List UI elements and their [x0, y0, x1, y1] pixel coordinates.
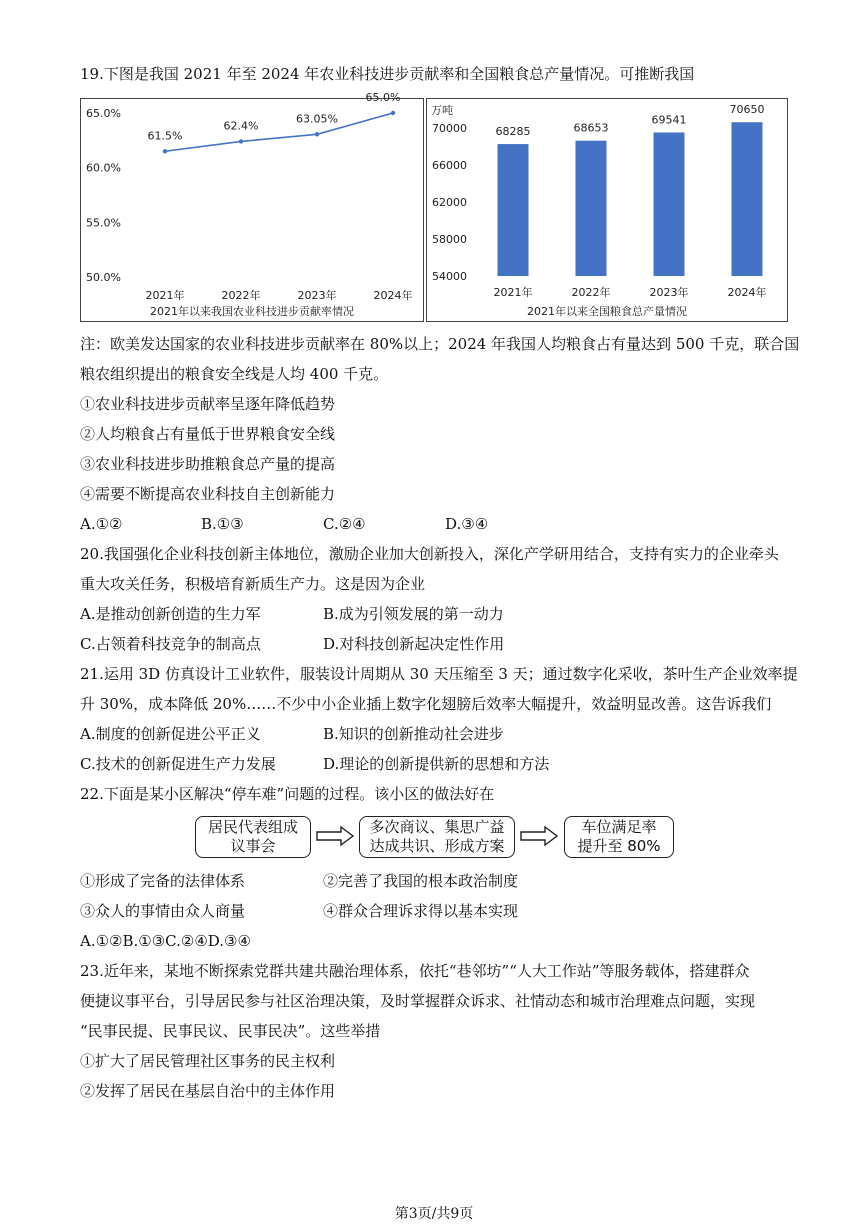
flow-step-1-line2: 议事会 [230, 837, 276, 855]
q19-option-b: B.①③ [201, 515, 244, 533]
bar [654, 132, 685, 276]
q22-item-3: ③众人的事情由众人商量 [80, 902, 246, 920]
data-label: 62.4% [223, 119, 259, 133]
chart-caption: 2021年以来全国粮食总产量情况 [527, 305, 687, 318]
q21-option-d: D.理论的创新提供新的思想和方法 [323, 755, 550, 773]
flow-step-3 [564, 816, 674, 858]
data-label: 68285 [495, 125, 531, 139]
q19-note-line1: 注：欧美发达国家的农业科技进步贡献率在 80%以上；2024 年我国人均粮食占有量达到 500 千克，联合国 [80, 335, 800, 353]
y-tick-label: 66000 [432, 159, 467, 173]
flow-step-1-line1: 居民代表组成 [207, 818, 298, 836]
data-label: 69541 [651, 113, 687, 127]
x-tick-label: 2022年 [221, 289, 261, 302]
q19-item-4: ④需要不断提高农业科技自主创新能力 [80, 485, 336, 503]
q19-stem: 19.下图是我国 2021 年至 2024 年农业科技进步贡献率和全国粮食总产量情况。可推断我国 [80, 65, 695, 83]
q23-stem-line1: 23.近年来，某地不断探索党群共建共融治理体系，依托“巷邻坊”“人大工作站”等服务载体，搭建群众 [80, 962, 750, 980]
q22-stem: 22.下面是某小区解决“停车难”问题的过程。该小区的做法好在 [80, 785, 495, 803]
y-tick-label: 50.0% [86, 271, 121, 284]
x-tick-label: 2024年 [373, 289, 413, 302]
q21-stem-line2: 升 30%，成本降低 20%……不少中小企业插上数字化翅膀后效率大幅提升，效益明显改善。这告诉我们 [80, 695, 772, 713]
grain-output-chart [426, 98, 788, 322]
data-label: 61.5% [147, 129, 183, 143]
x-tick-label: 2021年 [493, 286, 533, 299]
y-tick-label: 58000 [432, 233, 467, 247]
q19-item-2: ②人均粮食占有量低于世界粮食安全线 [80, 425, 336, 443]
q22-item-4: ④群众合理诉求得以基本实现 [323, 902, 519, 920]
y-unit-label: 万吨 [431, 104, 453, 117]
q23-item-2: ②发挥了居民在基层自治中的主体作用 [80, 1082, 336, 1100]
data-label: 63.05% [296, 112, 338, 126]
flow-step-3-line1: 车位满足率 [581, 818, 657, 836]
flow-arrow-1-icon [315, 826, 355, 846]
q21-option-c: C.技术的创新促进生产力发展 [80, 755, 276, 773]
q20-option-d: D.对科技创新起决定性作用 [323, 635, 505, 653]
contribution-rate-chart [80, 91, 424, 322]
q21-option-a: A.制度的创新促进公平正义 [80, 725, 261, 743]
q23-stem-line2: 便捷议事平台，引导居民参与社区治理决策，及时掌握群众诉求、社情动态和城市治理难点问题，实现 [80, 992, 756, 1010]
chart-caption: 2021年以来我国农业科技进步贡献率情况 [150, 305, 354, 318]
q21-option-b: B.知识的创新推动社会进步 [323, 725, 504, 743]
flow-step-3-line2: 提升至 80% [577, 837, 661, 855]
flow-step-1 [195, 816, 311, 858]
q23-stem-line3: “民事民提、民事民议、民事民决”。这些举措 [80, 1022, 381, 1040]
q20-option-b: B.成为引领发展的第一动力 [323, 605, 504, 623]
q19-option-a: A.①② [80, 515, 123, 533]
data-label: 68653 [573, 121, 609, 135]
q19-item-1: ①农业科技进步贡献率呈逐年降低趋势 [80, 395, 336, 413]
q20-stem-line2: 重大攻关任务，积极培育新质生产力。这是因为企业 [80, 575, 426, 593]
data-label: 70650 [729, 103, 765, 117]
q22-item-1: ①形成了完备的法律体系 [80, 872, 246, 890]
y-tick-label: 55.0% [86, 216, 121, 230]
x-tick-label: 2022年 [571, 286, 611, 299]
q22-item-2: ②完善了我国的根本政治制度 [323, 872, 519, 890]
q20-option-c: C.占领着科技竞争的制高点 [80, 635, 261, 653]
x-tick-label: 2021年 [145, 289, 185, 302]
q23-item-1: ①扩大了居民管理社区事务的民主权利 [80, 1052, 336, 1070]
flow-step-2-line1: 多次商议、集思广益 [369, 818, 505, 836]
y-tick-label: 65.0% [86, 107, 121, 120]
data-point [315, 132, 319, 136]
series-line [165, 113, 393, 151]
q21-stem-line1: 21.运用 3D 仿真设计工业软件，服装设计周期从 30 天压缩至 3 天；通过数字化采收，茶叶生产企业效率提 [80, 665, 798, 683]
flow-step-2-line2: 达成共识、形成方案 [369, 837, 505, 855]
q20-stem-line1: 20.我国强化企业科技创新主体地位，激励企业加大创新投入，深化产学研用结合，支持有实力的企业牵头 [80, 545, 779, 563]
data-label: 65.0% [365, 91, 401, 104]
data-point [239, 139, 243, 143]
data-point [391, 111, 395, 115]
x-tick-label: 2024年 [727, 286, 767, 299]
page-footer: 第3页/共9页 [394, 1206, 474, 1222]
flow-step-2 [359, 816, 515, 858]
bar [498, 144, 529, 276]
data-point [163, 149, 167, 153]
x-tick-label: 2023年 [297, 289, 337, 302]
y-tick-label: 54000 [432, 270, 467, 283]
q19-option-c: C.②④ [323, 515, 366, 533]
x-tick-label: 2023年 [649, 286, 689, 299]
y-tick-label: 60.0% [86, 161, 121, 175]
q19-option-d: D.③④ [445, 515, 489, 533]
y-tick-label: 62000 [432, 196, 467, 210]
bar [732, 122, 763, 276]
y-tick-label: 70000 [432, 122, 467, 136]
q22-options: A.①②B.①③C.②④D.③④ [80, 932, 251, 950]
q19-item-3: ③农业科技进步助推粮食总产量的提高 [80, 455, 336, 473]
q20-option-a: A.是推动创新创造的生力军 [80, 605, 261, 623]
q19-note-line2: 粮农组织提出的粮食安全线是人均 400 千克。 [80, 365, 389, 383]
bar [576, 141, 607, 276]
flow-arrow-2-icon [519, 826, 559, 846]
